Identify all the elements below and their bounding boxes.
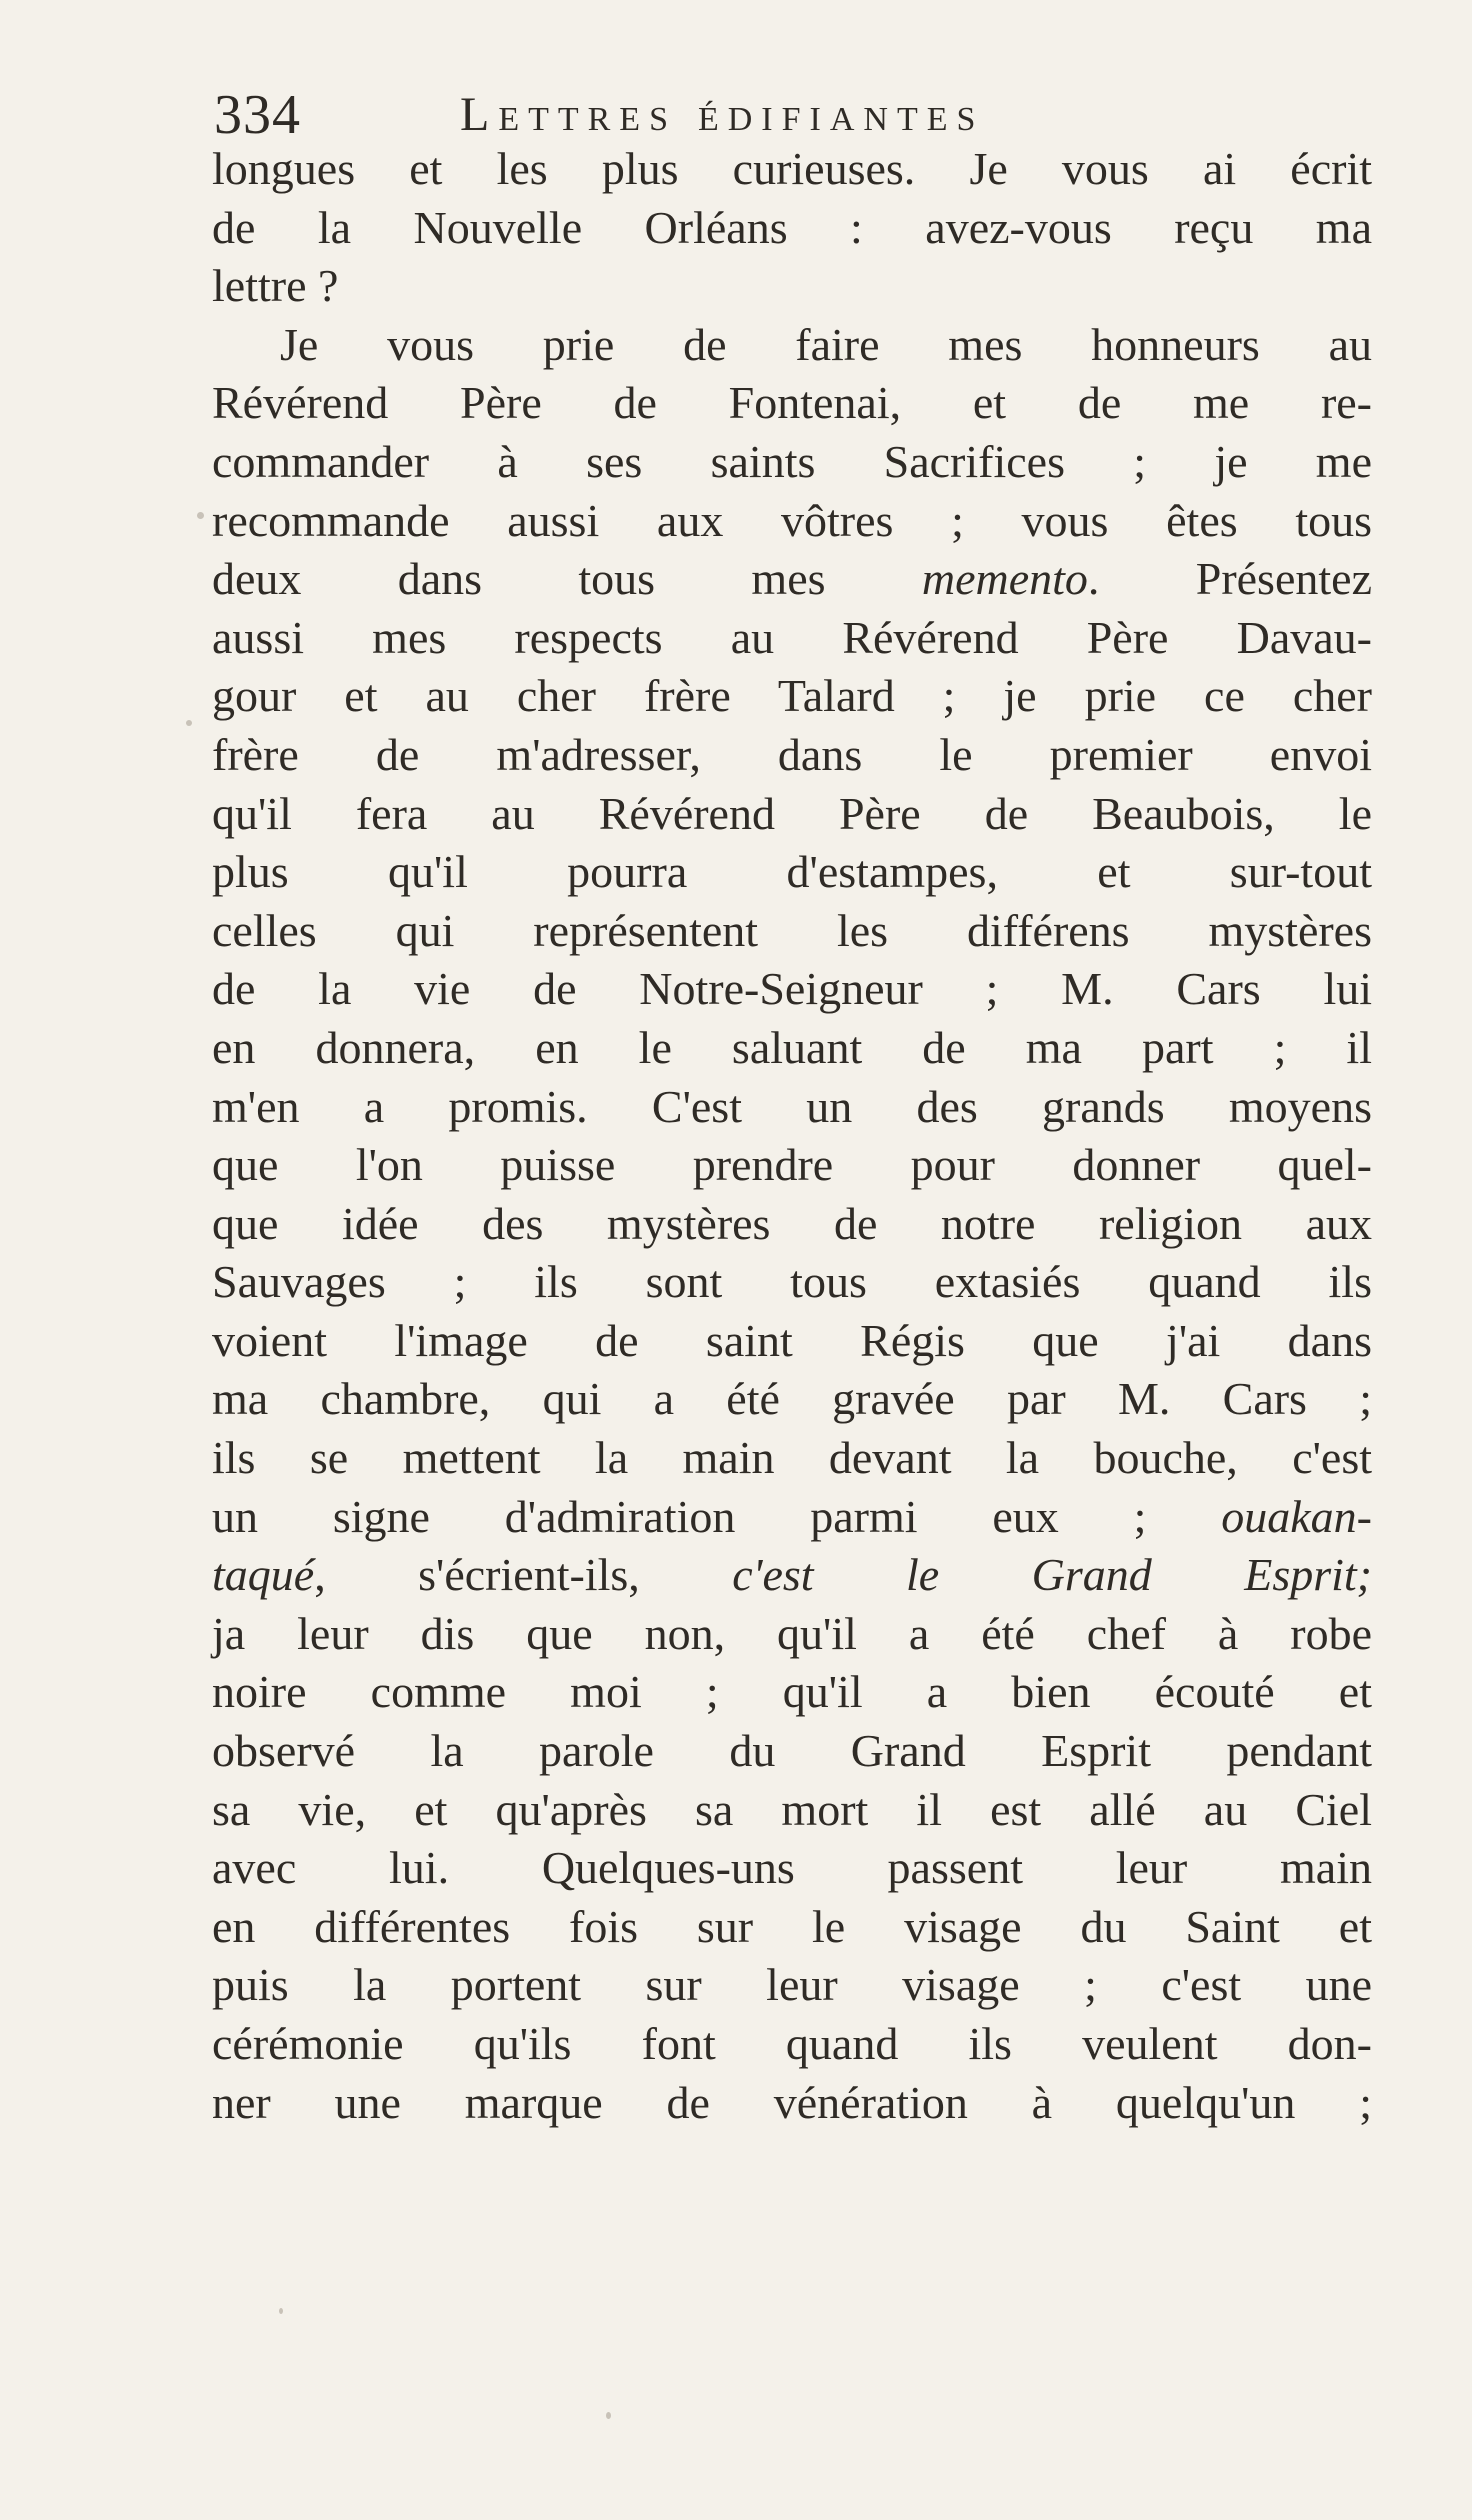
text-line: ils se mettent la main devant la bouche, c'est [212,1432,1372,1484]
text-line: deux dans tous mes memento. Présentez [212,553,1372,605]
text-line: voient l'image de saint Régis que j'ai dans [212,1314,1372,1366]
text-line: Sauvages ; ils sont tous extasiés quand ils [212,1256,1372,1308]
italic-text: memento [921,553,1088,605]
paragraph-first-line: Je vous prie de faire mes honneurs au [280,318,1372,370]
italic-text: c'est le Grand Esprit; [732,1549,1372,1601]
text-line: recommande aussi aux vôtres ; vous êtes tous [212,494,1372,546]
text-line: longues et les plus curieuses. Je vous ai écrit [212,143,1372,194]
running-title: Lettres édifiantes [460,88,985,141]
text-line: qu'il fera au Révérend Père de Beaubois, le [212,787,1372,839]
text-line: que l'on puisse prendre pour donner quel- [212,1139,1372,1191]
text-line: noire comme moi ; qu'il a bien écouté et [212,1666,1372,1718]
italic-text: taqué [212,1549,315,1601]
text-line: observé la parole du Grand Esprit pendant [212,1725,1372,1777]
text-line: plus qu'il pourra d'estampes, et sur-tout [212,846,1372,898]
paper-speck [197,512,204,519]
paper-speck [186,720,192,726]
text-line: en différentes fois sur le visage du Saint et [212,1900,1372,1952]
text-line: taqué, s'écrient-ils, c'est le Grand Esprit; [212,1549,1372,1601]
text-line: commander à ses saints Sacrifices ; je me [212,435,1372,487]
text-line: frère de m'adresser, dans le premier envoi [212,728,1372,780]
text-line: aussi mes respects au Révérend Père Davau- [212,611,1372,663]
text-line: celles qui représentent les différens mystères [212,904,1372,956]
text-line: ja leur dis que non, qu'il a été chef à robe [212,1607,1372,1659]
text-line: gour et au cher frère Talard ; je prie ce cher [212,670,1372,722]
text-line: ma chambre, qui a été gravée par M. Cars ; [212,1373,1372,1425]
text-line: m'en a promis. C'est un des grands moyens [212,1080,1372,1132]
text-line: un signe d'admiration parmi eux ; ouakan- [212,1490,1372,1542]
text-line: Révérend Père de Fontenai, et de me re- [212,377,1372,429]
text-line: sa vie, et qu'après sa mort il est allé au Ciel [212,1783,1372,1835]
text-line: que idée des mystères de notre religion aux [212,1197,1372,1249]
text-line: en donnera, en le saluant de ma part ; il [212,1021,1372,1073]
text-line: avec lui. Quelques-uns passent leur main [212,1842,1372,1894]
page-number: 334 [214,84,301,146]
paper-speck [606,2412,611,2419]
text-line: ner une marque de vénération à quelqu'un ; [212,2076,1372,2128]
text-line: cérémonie qu'ils font quand ils veulent don- [212,2018,1372,2069]
text-line: lettre ? [212,260,339,312]
text-line: de la vie de Notre-Seigneur ; M. Cars lui [212,963,1372,1015]
body-text [212,140,1372,2132]
text-line: de la Nouvelle Orléans : avez-vous reçu ma [212,201,1372,253]
paper-speck [279,2308,283,2314]
text-line: puis la portent sur leur visage ; c'est une [212,1959,1372,2011]
italic-text: ouakan- [1221,1490,1372,1542]
